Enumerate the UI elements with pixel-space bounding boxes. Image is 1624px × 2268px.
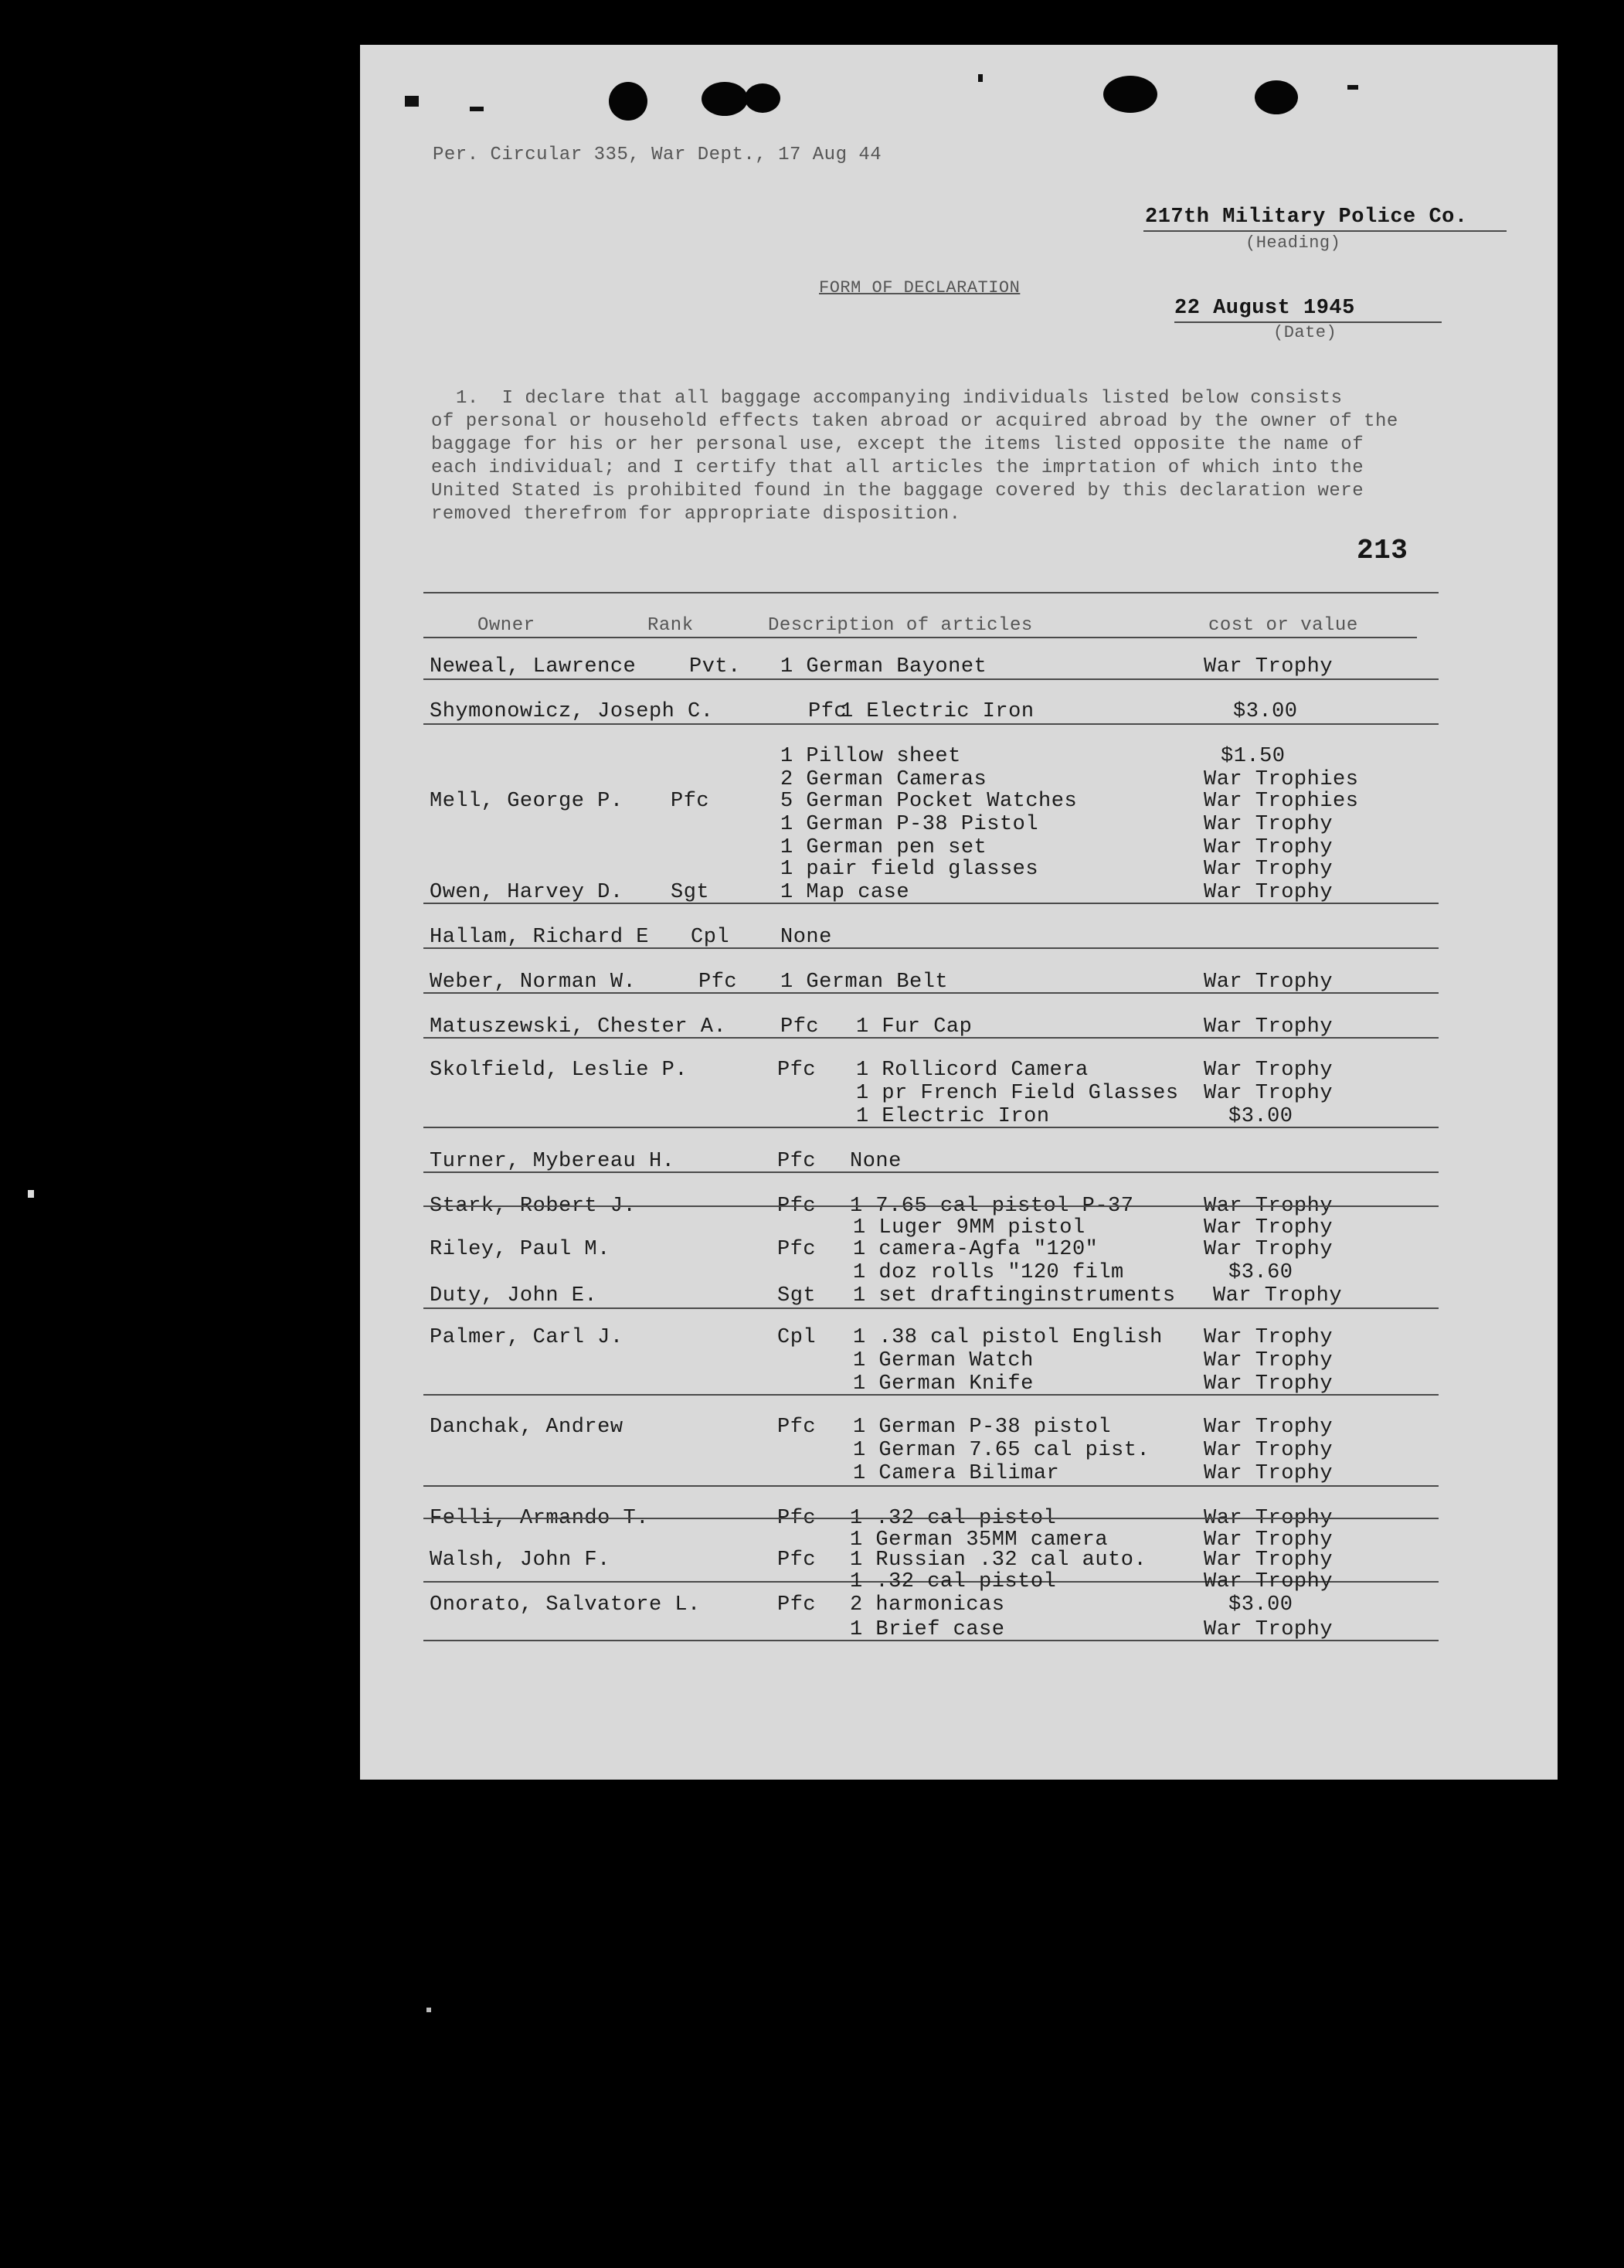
row-separator — [423, 992, 1439, 994]
row-description: 1 Electric Iron — [841, 700, 1035, 723]
row-value: War Trophy — [1204, 1059, 1334, 1082]
heading-underline — [1143, 230, 1507, 232]
row-value: War Trophies — [1204, 768, 1359, 791]
row-description: 2 German Cameras — [780, 768, 987, 791]
row-rank: Sgt — [671, 881, 710, 904]
row-separator — [423, 1518, 1439, 1519]
row-rank: Pfc — [777, 1507, 817, 1530]
row-rank: Pfc — [777, 1238, 817, 1261]
margin-mark — [426, 2008, 431, 2012]
row-owner: Onorato, Salvatore L. — [430, 1593, 701, 1617]
row-value: War Trophy — [1204, 655, 1334, 678]
row-description: 1 .32 cal pistol — [850, 1507, 1057, 1530]
row-owner: Danchak, Andrew — [430, 1416, 623, 1439]
row-separator — [423, 1037, 1439, 1039]
declaration-line: 1. I declare that all baggage accompanying individuals listed below consists — [456, 388, 1343, 409]
row-description: 5 German Pocket Watches — [780, 790, 1078, 813]
row-owner: Owen, Harvey D. — [430, 881, 623, 904]
row-owner: Felli, Armando T. — [430, 1507, 649, 1530]
smudge-mark — [470, 107, 484, 111]
column-header-cost: cost or value — [1208, 615, 1358, 636]
row-separator — [423, 723, 1439, 725]
row-rank: Sgt — [777, 1284, 817, 1307]
declaration-line: baggage for his or her personal use, except the items listed opposite the name of — [431, 434, 1364, 455]
row-owner: Weber, Norman W. — [430, 971, 637, 994]
row-rank: Pfc — [698, 971, 738, 994]
smudge-mark — [405, 96, 419, 107]
row-owner: Riley, Paul M. — [430, 1238, 610, 1261]
row-separator — [423, 1485, 1439, 1487]
row-description: 1 German 35MM camera — [850, 1528, 1109, 1552]
row-value: War Trophy — [1204, 1349, 1334, 1372]
row-description: 1 German pen set — [780, 836, 987, 859]
declaration-line: of personal or household effects taken abroad or acquired abroad by the owner of the — [431, 411, 1398, 432]
row-rank: Cpl — [691, 926, 730, 949]
row-separator — [423, 1171, 1439, 1173]
declaration-line: each individual; and I certify that all articles the imprtation of which into the — [431, 457, 1364, 478]
row-rank: Pfc — [777, 1150, 817, 1173]
row-value: War Trophy — [1204, 1528, 1334, 1552]
row-description: 1 doz rolls "120 film — [853, 1261, 1124, 1284]
row-value: War Trophy — [1204, 1439, 1334, 1462]
binder-hole — [1103, 76, 1157, 113]
smudge-mark — [1347, 85, 1358, 90]
row-description: 1 Camera Bilimar — [853, 1462, 1060, 1485]
row-description: 1 Fur Cap — [856, 1015, 973, 1039]
heading-value: 217th Military Police Co. — [1145, 206, 1468, 229]
row-separator — [423, 1307, 1439, 1309]
row-value: War Trophy — [1204, 1015, 1334, 1039]
row-description: 1 German 7.65 cal pist. — [853, 1439, 1150, 1462]
row-owner: Skolfield, Leslie P. — [430, 1059, 688, 1082]
row-value: War Trophy — [1204, 1549, 1334, 1572]
row-description: 1 Rollicord Camera — [856, 1059, 1089, 1082]
binder-hole — [609, 82, 647, 121]
row-rank: Pfc — [777, 1593, 817, 1617]
row-owner: Walsh, John F. — [430, 1549, 610, 1572]
column-header-rank: Rank — [647, 615, 694, 636]
smudge-mark — [978, 74, 983, 82]
row-owner: Shymonowicz, Joseph C. — [430, 700, 714, 723]
row-value: War Trophy — [1204, 1238, 1334, 1261]
row-value: War Trophies — [1204, 790, 1359, 813]
row-value: War Trophy — [1204, 1216, 1334, 1239]
row-description: 1 .38 cal pistol English — [853, 1326, 1163, 1349]
row-owner: Stark, Robert J. — [430, 1195, 637, 1218]
date-value: 22 August 1945 — [1174, 297, 1355, 320]
row-value: $3.00 — [1233, 700, 1298, 723]
row-description: 1 German Watch — [853, 1349, 1034, 1372]
binder-hole — [745, 83, 780, 113]
row-value: War Trophy — [1204, 1618, 1334, 1641]
row-value: $1.50 — [1221, 745, 1286, 768]
row-separator — [423, 1640, 1439, 1641]
row-description: 1 German P-38 pistol — [853, 1416, 1112, 1439]
binder-hole — [1255, 80, 1298, 114]
row-value: War Trophy — [1213, 1284, 1343, 1307]
row-description: 2 harmonicas — [850, 1593, 1005, 1617]
row-separator — [423, 1127, 1439, 1128]
row-value: War Trophy — [1204, 971, 1334, 994]
row-owner: Mell, George P. — [430, 790, 623, 813]
row-owner: Neweal, Lawrence — [430, 655, 637, 678]
row-description: 1 7.65 cal pistol P-37 — [850, 1195, 1134, 1218]
declaration-line: United Stated is prohibited found in the baggage covered by this declaration were — [431, 481, 1364, 502]
row-separator — [423, 903, 1439, 904]
row-description: 1 German P-38 Pistol — [780, 813, 1039, 836]
row-description: 1 .32 cal pistol — [850, 1570, 1057, 1593]
column-header-owner: Owner — [477, 615, 535, 636]
row-description: 1 pr French Field Glasses — [856, 1082, 1179, 1105]
form-title: FORM OF DECLARATION — [819, 278, 1021, 298]
row-owner: Palmer, Carl J. — [430, 1326, 623, 1349]
row-description: 1 Pillow sheet — [780, 745, 961, 768]
row-description: 1 Map case — [780, 881, 910, 904]
row-description: 1 Luger 9MM pistol — [853, 1216, 1085, 1239]
row-value: War Trophy — [1204, 1082, 1334, 1105]
heading-caption: (Heading) — [1245, 233, 1341, 253]
row-rank: Pfc — [808, 700, 848, 723]
row-owner: Matuszewski, Chester A. — [430, 1015, 727, 1039]
row-description: 1 Brief case — [850, 1618, 1005, 1641]
row-value: War Trophy — [1204, 836, 1334, 859]
page-number: 213 — [1357, 535, 1408, 566]
row-value: War Trophy — [1204, 1372, 1334, 1396]
row-description: 1 pair field glasses — [780, 858, 1039, 881]
row-description: None — [850, 1150, 902, 1173]
row-rank: Pfc — [777, 1549, 817, 1572]
row-description: 1 German Knife — [853, 1372, 1034, 1396]
row-description: 1 Electric Iron — [856, 1105, 1050, 1128]
row-rank: Pfc — [777, 1059, 817, 1082]
column-header-description: Description of articles — [768, 615, 1033, 636]
row-rank: Pvt. — [689, 655, 741, 678]
row-separator — [423, 1205, 1439, 1207]
table-top-rule — [423, 592, 1439, 593]
header-rule — [423, 637, 1417, 638]
binder-hole — [702, 82, 748, 116]
row-description: 1 German Bayonet — [780, 655, 987, 678]
row-value: War Trophy — [1204, 1570, 1334, 1593]
row-separator — [423, 947, 1439, 949]
row-value: War Trophy — [1204, 1416, 1334, 1439]
row-owner: Duty, John E. — [430, 1284, 598, 1307]
row-separator — [423, 1394, 1439, 1396]
row-value: War Trophy — [1204, 1326, 1334, 1349]
row-rank: Pfc — [777, 1416, 817, 1439]
row-value: War Trophy — [1204, 881, 1334, 904]
row-owner: Turner, Mybereau H. — [430, 1150, 675, 1173]
row-description: 1 Russian .32 cal auto. — [850, 1549, 1147, 1572]
row-description: 1 set draftinginstruments — [853, 1284, 1176, 1307]
declaration-line: removed therefrom for appropriate disposition. — [431, 504, 961, 525]
row-rank: Pfc — [780, 1015, 820, 1039]
row-separator — [423, 678, 1439, 680]
row-description: 1 camera-Agfa "120" — [853, 1238, 1099, 1261]
row-value: $3.00 — [1228, 1593, 1293, 1617]
circular-reference: Per. Circular 335, War Dept., 17 Aug 44 — [433, 145, 882, 165]
row-description: 1 German Belt — [780, 971, 949, 994]
row-value: $3.60 — [1228, 1261, 1293, 1284]
row-rank: Pfc — [777, 1195, 817, 1218]
row-owner: Hallam, Richard E — [430, 926, 649, 949]
row-rank: Cpl — [777, 1326, 817, 1349]
row-value: War Trophy — [1204, 1462, 1334, 1485]
row-value: War Trophy — [1204, 858, 1334, 881]
row-description: None — [780, 926, 832, 949]
row-value: $3.00 — [1228, 1105, 1293, 1128]
row-value: War Trophy — [1204, 1195, 1334, 1218]
row-rank: Pfc — [671, 790, 710, 813]
row-value: War Trophy — [1204, 1507, 1334, 1530]
row-value: War Trophy — [1204, 813, 1334, 836]
date-caption: (Date) — [1273, 323, 1337, 342]
margin-mark — [28, 1190, 34, 1198]
